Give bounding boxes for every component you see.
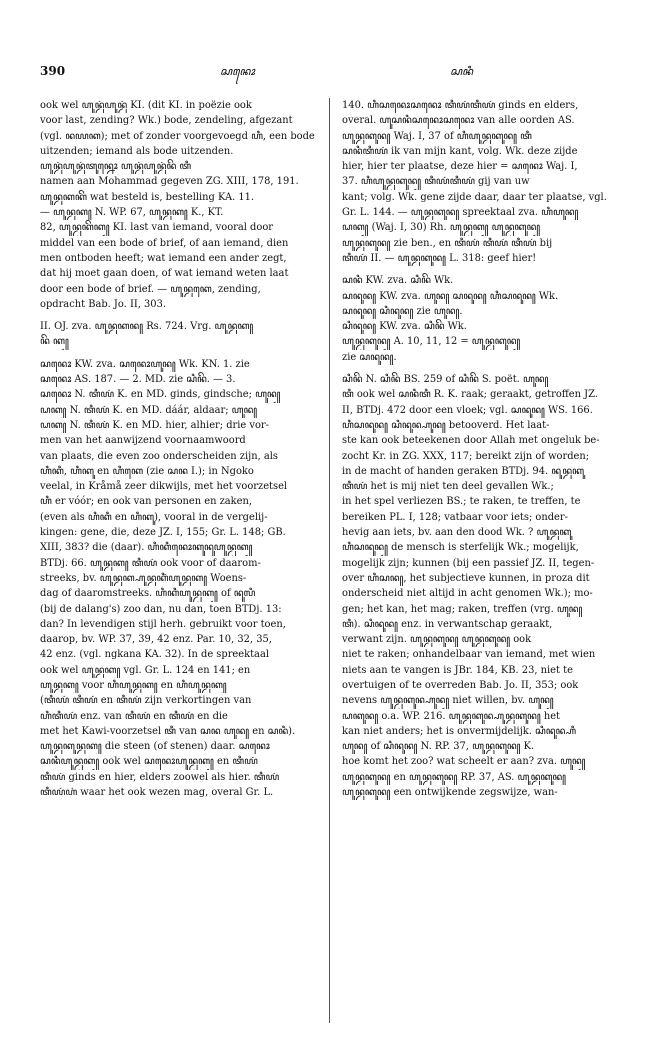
text-line: ꦱꦶꦤꦼ N. ꦱꦶꦤꦼ BS. 259 of ꦱꦶꦤꦼ S. poët. ꦲꦸꦤ꧀	[342, 374, 549, 386]
text-line: ꦲꦸꦤ꧀ of ꦱꦶꦤꦸꦤ꧀ N. RP. 37, ꦲꦸꦤ꧀ꦝꦏꦸꦤ꧀ K.	[342, 741, 535, 753]
text-line: (vgl. ꦤꦪꦏ); met of zonder voorgevoegd ꦲꦶ, een bode	[40, 130, 315, 142]
text-line: II, BTDj. 472 door een vloek; vgl. ꦱꦤꦸꦤ꧀ WS. 166.	[342, 404, 593, 416]
text-line: opdracht Bab. Jo. II, 303.	[40, 298, 167, 310]
text-line: BTDj. 66. ꦲꦸꦤ꧀ꦝꦏ꧀ ꦠꦶꦪꦁ ook voor of daarom-	[40, 557, 261, 569]
text-line: ꦲꦸꦤ꧀ꦝꦏꦏꦼ wat besteld is, bestelling KA. 11.	[40, 191, 255, 203]
text-line: ꦲꦶꦏꦶ, ꦲꦶꦏꦸ en ꦲꦶꦏꦺ (zie ꦱꦤ I.); in Ngoko	[40, 465, 254, 477]
text-line: met het Kawi-voorzetsel ꦠꦶ van ꦱꦤ ꦲꦸꦤ꧀ en ꦱꦤꦶ).	[40, 725, 296, 737]
text-line: in de macht of handen geraken BTDj. 94. ꦤꦸꦤ꧀ꦝꦏꦸ	[342, 465, 585, 477]
text-line: kingen: gene, die, deze JZ. I, 155; Gr. L. 148; GB.	[40, 527, 286, 539]
text-line: ꦲꦶ er vóór; en ook van personen en zaken,	[40, 496, 252, 508]
text-line: van plaats, die even zoo onderscheiden zijn, als	[40, 450, 278, 462]
text-line: ꦲꦶꦱꦤꦸꦤ꧀ de mensch is sterfelijk Wk.; mogelijk,	[342, 542, 579, 554]
text-line: ꦱꦤꦺꦴ N. ꦠꦶꦪꦁ K. en MD. ginds, gindsche; ꦲꦸꦤ꧀	[40, 389, 281, 401]
text-line: veelal, in Kråmå zeer dikwijls, met het voorzetsel	[40, 481, 288, 493]
column-divider	[329, 98, 330, 1023]
text-line: kan niet anders; het is onvermijdelijk. ꦱꦶꦤꦸꦤ꧀ꦲꦶ	[342, 725, 577, 737]
text-line: XIII, 383? die (daar). ꦲꦶꦏꦶꦤꦺꦴꦏꦸꦤꦸꦲꦸꦤ꧀ꦝꦏ꧀	[40, 542, 253, 554]
text-line: ook wel ꦲꦸꦤ꧀ꦝꦏ꧀ vgl. Gr. L. 124 en 141; en	[40, 664, 251, 676]
text-line: in het spel verliezen BS.; te raken, te treffen, te	[342, 496, 581, 508]
text-line: overal. ꦲꦸꦱꦤꦶꦱꦤꦺꦴꦱꦤꦺꦴ van alle oorden AS.	[342, 115, 575, 127]
text-line: (ꦠꦶꦪꦁ ꦠꦶꦪꦁ en ꦠꦶꦪꦁ zijn verkortingen van	[40, 695, 252, 707]
text-line: zie ꦱꦤꦸꦤ꧀.	[342, 351, 397, 363]
text-line: ꦤꦼ ꦏ꧀	[40, 336, 69, 348]
text-line: men ontboden heeft; wat iemand een ander zegt,	[40, 252, 287, 264]
text-line: middel van een bode of brief, of aan iemand, dien	[40, 237, 289, 249]
page-number: 390	[40, 64, 66, 78]
text-line: over ꦲꦶꦱꦤ꧀, het subjectieve kunnen, in proza dit	[342, 572, 590, 584]
text-line: ꦲꦸꦤ꧀ꦝꦏꦸꦤ꧀ zie ben., en ꦠꦶꦪꦁ ꦠꦶꦪꦁ ꦠꦶꦪꦁ bij	[342, 237, 553, 249]
text-line: door een bode of brief. — ꦲꦸꦤ꧀ꦝꦏꦺ, zending,	[40, 283, 261, 295]
text-line: ꦱꦤꦶꦠꦶꦪꦁ ik van mijn kant, volg. Wk. deze zijde	[342, 145, 578, 157]
text-line: ꦱꦤꦺꦴ KW. zva. ꦱꦤꦺꦴꦲꦸꦤ꧀ Wk. KN. 1. zie	[40, 358, 250, 370]
text-line: onderscheid niet altijd in acht genomen Wk.); mo-	[342, 588, 593, 600]
text-line: hoe komt het zoo? wat scheelt er aan? zva. ꦲꦸꦤ꧀	[342, 756, 586, 768]
text-line: ꦲꦶꦠꦶꦪꦁ enz. van ꦠꦶꦪꦁ en ꦠꦶꦪꦁ en die	[40, 710, 228, 722]
text-line: 37. ꦲꦶꦲꦸꦤ꧀ꦝꦏꦸꦤ꧀ ꦠꦶꦪꦁꦠꦶꦪꦁ gij van uw	[342, 176, 530, 188]
text-line: kant; volg. Wk. gene zijde daar, daar ter plaatse, vgl.	[342, 191, 607, 203]
text-line: ꦠꦶꦪꦁ ginds en hier, elders zoowel als hier. ꦠꦶꦪꦁ	[40, 771, 280, 783]
text-line: hevig aan iets, bv. aan den dood Wk. ? ꦲꦸꦤ꧀ꦝꦏꦸ	[342, 527, 572, 539]
text-line: 42 enz. (vgl. ngkana KA. 32). In de spreektaal	[40, 649, 269, 661]
text-line: ꦠꦶꦪꦁꦲꦁ waar het ook wezen mag, overal Gr. L.	[40, 787, 274, 799]
entry-block	[40, 319, 322, 350]
text-line: ꦠꦶꦪꦁ II. — ꦲꦸꦤ꧀ꦝꦏꦸꦤ꧀ L. 318: geef hier!	[342, 252, 537, 264]
text-line: ꦠꦶ). ꦱꦶꦤꦸꦤ꧀ enz. in verwantschap geraakt,	[342, 618, 553, 630]
running-headword-left: ꦱꦤꦺꦴ	[220, 65, 255, 78]
entry-block	[40, 98, 322, 312]
text-line: II. OJ. zva. ꦲꦸꦤ꧀ꦝꦏꦤ꧀ Rs. 724. Vrg. ꦲꦸꦤ꧀ꦝꦏ꧀	[40, 321, 254, 333]
text-line: hier, hier ter plaatse, deze hier = ꦱꦤꦺꦴ Waj. I,	[342, 161, 578, 173]
entry-block	[40, 357, 322, 801]
text-line: ꦝꦏꦸꦤ꧀ o.a. WP. 216. ꦲꦸꦤ꧀ꦝꦏꦸꦤ꧀ꦲꦸꦤ꧀ꦝꦏꦸꦤ꧀ het	[342, 710, 561, 722]
text-line: uitzenden; iemand als bode uitzenden.	[40, 145, 234, 157]
text-line: ꦱꦤꦸꦤ꧀ KW. zva. ꦲꦸꦤ꧀ ꦱꦤꦸꦤ꧀ ꦲꦶꦱꦤꦸꦤ꧀ Wk.	[342, 290, 559, 302]
entry-block	[342, 98, 624, 266]
text-line: ꦱꦤꦸꦤ꧀ ꦱꦶꦤꦸꦤ꧀ zie ꦲꦸꦤ꧀.	[342, 305, 463, 317]
text-line: men van het aanwijzend voornaamwoord	[40, 435, 246, 447]
text-line: ꦠꦶꦪꦁ het is mij niet ten deel gevallen Wk.;	[342, 481, 554, 493]
text-line: dag of daaromstreeks. ꦲꦶꦏꦶꦲꦸꦤ꧀ꦝꦏ꧀ of ꦤꦸꦭꦶ	[40, 588, 256, 600]
text-line: nevens ꦲꦸꦤ꧀ꦝꦏꦸꦤ꧀ꦲꦸꦤ꧀ niet willen, bv. ꦲꦸꦤ꧀	[342, 695, 554, 707]
text-line: (bij de dalang's) zoo dan, nu dan, toen BTDj. 13:	[40, 603, 282, 615]
text-line: ꦝꦏ꧀ N. ꦠꦶꦪꦁ K. en MD. dáár, aldaar; ꦲꦸꦤ꧀	[40, 404, 258, 416]
text-line: (even als ꦲꦶꦏꦶ en ꦲꦶꦏꦸ), vooral in de vergelij-	[40, 511, 268, 523]
text-line: ꦲꦸꦤ꧀ꦝꦏꦸꦤ꧀ Waj. I, 37 of ꦲꦶꦲꦸꦤ꧀ꦝꦏꦸꦤ꧀ ꦠꦶ	[342, 130, 532, 142]
text-line: ꦝꦏ꧀ (Waj. I, 30) Rh. ꦲꦸꦤ꧀ꦝꦏ꧀ ꦲꦸꦤ꧀ꦝꦏꦸꦤ꧀	[342, 222, 541, 234]
entry-block	[342, 273, 624, 365]
text-line: streeks, bv. ꦲꦸꦤ꧀ꦝꦏ꧀ꦲꦸꦤ꧀ꦝꦏꦶꦁꦲꦸꦤ꧀ꦝꦏ꧀ Woens-	[40, 572, 247, 584]
text-line: 82, ꦲꦸꦤ꧀ꦝꦏꦼꦏ꧀ KI. last van iemand, vooral door	[40, 222, 273, 234]
text-line: ꦱꦤꦶꦲꦸꦤ꧀ꦝꦏ꧀ ook wel ꦱꦤꦺꦴꦲꦸꦤ꧀ꦝꦏ꧀ en ꦠꦶꦪꦁ	[40, 756, 258, 768]
text-line: ꦲꦸꦤ꧀ꦝꦁꦲꦸꦤ꧀ꦝꦁꦠꦸꦤ꧀ꦤꦺꦴ ꦲꦸꦤ꧀ꦝꦁꦲꦸꦤ꧀ꦝꦁꦤꦼ ꦠꦶ	[40, 161, 192, 173]
text-line: ꦲꦸꦤ꧀ꦝꦏꦸꦤ꧀ een ontwijkende zegswijze, wan-	[342, 787, 558, 799]
text-line: ook wel ꦲꦸꦤ꧀ꦝꦁꦲꦸꦤ꧀ꦝꦁ KI. (dit KI. in poëzie ook	[40, 100, 252, 111]
text-line: niet te raken; onhandelbaar van iemand, met wien	[342, 649, 596, 661]
text-line: ꦱꦤꦺꦴ AS. 187. — 2. MD. zie ꦱꦶꦤꦼ. — 3.	[40, 374, 236, 386]
text-line: ꦲꦸꦤ꧀ꦝꦏꦸꦤ꧀ en ꦲꦸꦤ꧀ꦝꦏꦸꦤ꧀ RP. 37, AS. ꦲꦸꦤ꧀ꦝꦏꦸꦤ꧀	[342, 771, 567, 783]
text-line: niets aan te vangen is JBr. 184, KB. 23, niet te	[342, 664, 573, 676]
text-line: mogelijk zijn; kunnen (bij een passief JZ. II, tegen-	[342, 557, 595, 569]
right-column	[342, 98, 624, 1028]
text-line: daarop, bv. WP. 37, 39, 42 enz. Par. 10, 32, 35,	[40, 634, 272, 646]
text-line: ꦲꦸꦤ꧀ꦝꦏꦸꦤ꧀ꦝꦏ꧀ die steen (of stenen) daar. ꦱꦤꦺꦴ	[40, 741, 270, 753]
text-line: dat hij moet gaan doen, of wat iemand weten laat	[40, 268, 289, 280]
text-line: namen aan Mohammad gegeven ZG. XIII, 178, 191.	[40, 176, 299, 188]
text-line: dan? In levendigen stijl herh. gebruikt voor toen,	[40, 618, 286, 630]
text-line: bereiken PL. I, 128; vatbaar voor iets; onder-	[342, 511, 568, 523]
text-line: ꦲꦶꦱꦤꦸꦤ꧀ ꦱꦶꦤꦸꦤ꧀ꦲꦸꦤ꧀ betooverd. Het laat-	[342, 419, 550, 431]
text-line: — ꦲꦸꦤ꧀ꦝꦏ꧀ N. WP. 67, ꦲꦸꦤ꧀ꦝꦏ꧀ K., KT.	[40, 207, 224, 219]
text-line: ꦠꦶ ook wel ꦱꦤꦶꦠꦶ R. K. raak; geraakt, getroffen JZ.	[342, 389, 598, 401]
text-line: ꦱꦤꦶ KW. zva. ꦱꦶꦤꦼ Wk.	[342, 275, 454, 287]
text-line: Gr. L. 144. — ꦲꦸꦤ꧀ꦝꦏꦸꦤ꧀ spreektaal zva. ꦲꦶꦲꦸꦤ꧀	[342, 207, 579, 219]
text-line: verwant zijn. ꦲꦸꦤ꧀ꦝꦏꦸꦤ꧀ ꦲꦸꦤ꧀ꦝꦏꦸꦤ꧀ ook	[342, 634, 532, 646]
left-column	[40, 98, 322, 1028]
text-line: gen; het kan, het mag; raken, treffen (vrg. ꦲꦸꦤ꧀	[342, 603, 583, 615]
text-line: zocht Kr. in ZG. XXX, 117; bereikt zijn of worden;	[342, 450, 590, 462]
text-line: ꦱꦶꦤꦸꦤ꧀ KW. zva. ꦱꦶꦤꦼ Wk.	[342, 321, 467, 333]
text-line: ꦲꦸꦤ꧀ꦝꦏꦸꦤ꧀ A. 10, 11, 12 = ꦲꦸꦤ꧀ꦝꦏꦸꦤ꧀	[342, 336, 521, 348]
text-line: ꦝꦏ꧀ N. ꦠꦶꦪꦁ K. en MD. hier, alhier; drie vor-	[40, 419, 269, 431]
page-header	[40, 64, 610, 80]
text-line: 140. ꦲꦶꦱꦤꦺꦴꦱꦤꦺꦴ ꦠꦶꦪꦁꦠꦶꦪꦁ ginds en elders,	[342, 100, 579, 111]
text-line: voor last, zending? Wk.) bode, zendeling, afgezant	[40, 115, 293, 127]
entry-block	[342, 372, 624, 800]
running-headword-right: ꦱꦤꦶ	[450, 65, 473, 78]
text-line: ste kan ook beteekenen door Allah met ongeluk be-	[342, 435, 600, 447]
text-line: ꦲꦸꦤ꧀ꦝꦏ꧀ voor ꦲꦶꦲꦸꦤ꧀ꦝꦏ꧀ en ꦲꦶꦲꦸꦤ꧀ꦝꦏ꧀	[40, 679, 227, 691]
text-line: overtuigen of te overreden Bab. Jo. II, 353; ook	[342, 679, 579, 691]
